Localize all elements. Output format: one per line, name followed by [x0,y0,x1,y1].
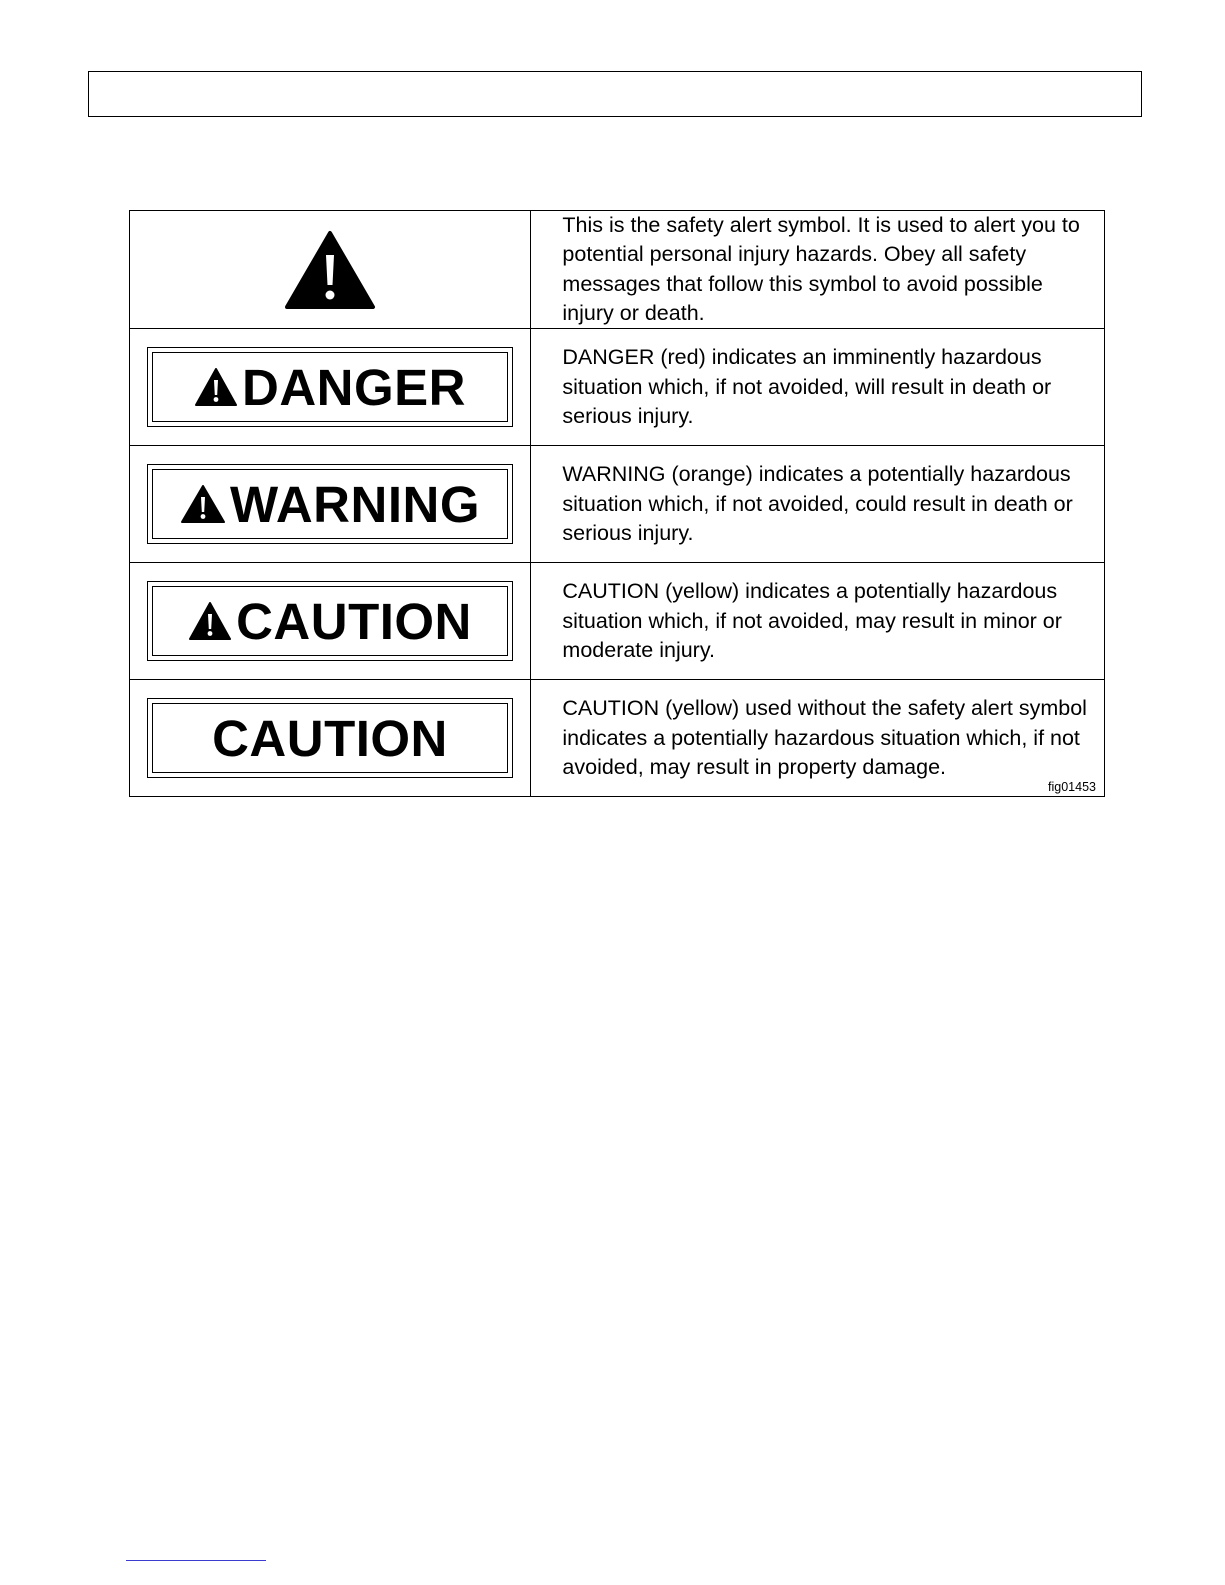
description-text: CAUTION (yellow) indicates a potentially hazardous situation which, if not avoided, may result in minor or moderate injury. [562,579,1062,662]
alert-triangle-icon [180,484,226,524]
description-text: WARNING (orange) indicates a potentially hazardous situation which, if not avoided, could result in death or serious injury. [562,462,1073,545]
danger-signal-panel [147,347,513,427]
table-row [130,211,1105,329]
safety-alert-symbol-icon [284,229,376,311]
description-cell [531,211,1105,329]
safety-signal-table [129,210,1105,797]
alert-triangle-icon [194,367,238,407]
table-row [130,563,1105,680]
signal-word: CAUTION [212,709,448,767]
description-cell [531,446,1105,563]
sign-cell [130,446,531,563]
footer-link-underline[interactable] [126,1560,266,1561]
figure-id: fig01453 [1048,779,1096,794]
signal-word: CAUTION [236,592,472,650]
description-cell [531,680,1105,797]
alert-triangle-icon [188,601,232,641]
sign-cell [130,211,531,329]
sign-cell [130,563,531,680]
signal-word: DANGER [241,358,466,416]
sign-cell [130,680,531,797]
description-cell [531,329,1105,446]
description-text: DANGER (red) indicates an imminently hazardous situation which, if not avoided, will result in death or serious injury. [562,345,1052,428]
description-cell [531,563,1105,680]
signal-word: WARNING [230,475,480,533]
table-row [130,446,1105,563]
warning-signal-panel [147,464,513,544]
table-row [130,680,1105,797]
caution-no-symbol-signal-panel [147,698,513,778]
description-text: This is the safety alert symbol. It is used to alert you to potential personal injury hazards. Obey all safety messages that follow this symbol to avoid possible injury or death. [562,213,1080,325]
sign-cell [130,329,531,446]
description-text: CAUTION (yellow) used without the safety alert symbol indicates a potentially hazardous situation which, if not avoided, may result in property damage. [562,696,1087,779]
caution-signal-panel [147,581,513,661]
header-box [88,71,1142,117]
table-row [130,329,1105,446]
